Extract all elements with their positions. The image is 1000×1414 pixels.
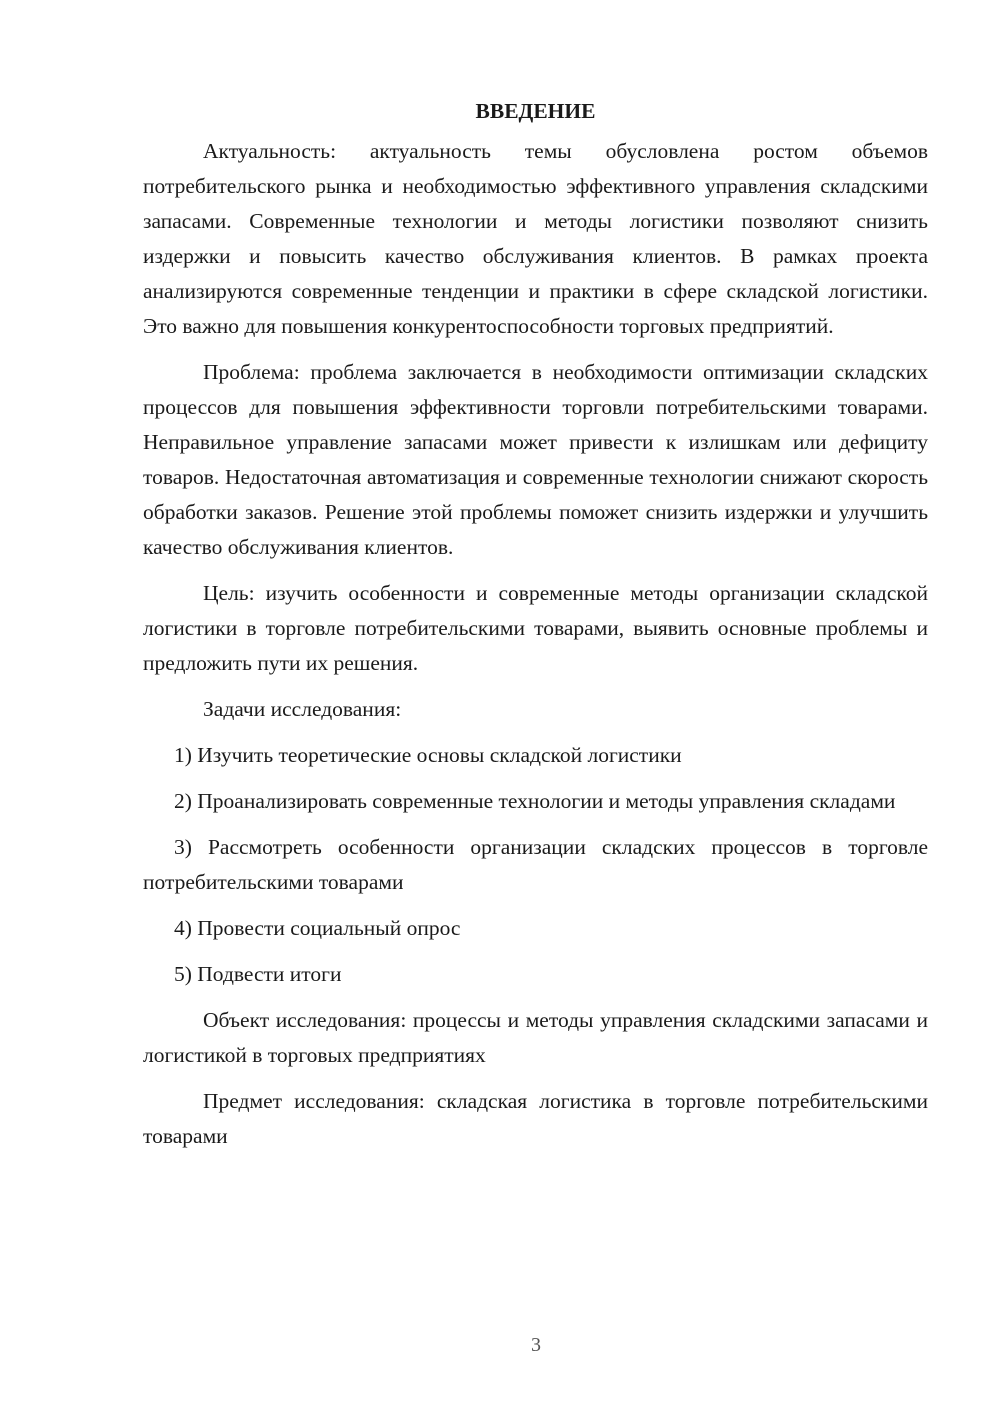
tasks-heading: Задачи исследования:: [203, 697, 402, 721]
task-item: 3) Рассмотреть особенности организации складских процессов в торговле потребительскими товарами: [143, 835, 928, 894]
paragraph-goal: Цель: изучить особенности и современные методы организации складской логистики в торговле потребительскими товарами, выявить основные проблемы и предложить пути их решения.: [143, 581, 928, 675]
document-page: [143, 96, 928, 1154]
task-item: 2) Проанализировать современные технологии и методы управления складами: [174, 789, 896, 813]
paragraph-problem: Проблема: проблема заключается в необходимости оптимизации складских процессов для повышения эффективности торговли потребительскими товарами. Неправильное управление запасами может привести к излишкам или дефициту товаров. Недостаточная автоматизация и современные технологии снижают скорость обработки заказов. Решение этой проблемы поможет снизить издержки и улучшить качество обслуживания клиентов.: [143, 360, 928, 559]
task-item: 1) Изучить теоретические основы складской логистики: [174, 743, 682, 767]
task-item: 5) Подвести итоги: [174, 962, 342, 986]
page-title: ВВЕДЕНИЕ: [475, 99, 596, 123]
paragraph-subject: Предмет исследования: складская логистика в торговле потребительскими товарами: [143, 1089, 928, 1148]
page-number: 3: [531, 1334, 541, 1356]
task-item: 4) Провести социальный опрос: [174, 916, 461, 940]
paragraph-relevance: Актуальность: актуальность темы обусловлена ростом объемов потребительского рынка и необходимостью эффективного управления складскими запасами. Современные технологии и методы логистики позволяют снизить издержки и повысить качество обслуживания клиентов. В рамках проекта анализируются современные тенденции и практики в сфере складской логистики. Это важно для повышения конкурентоспособности торговых предприятий.: [143, 139, 928, 338]
paragraph-object: Объект исследования: процессы и методы управления складскими запасами и логистикой в торговых предприятиях: [143, 1008, 928, 1067]
